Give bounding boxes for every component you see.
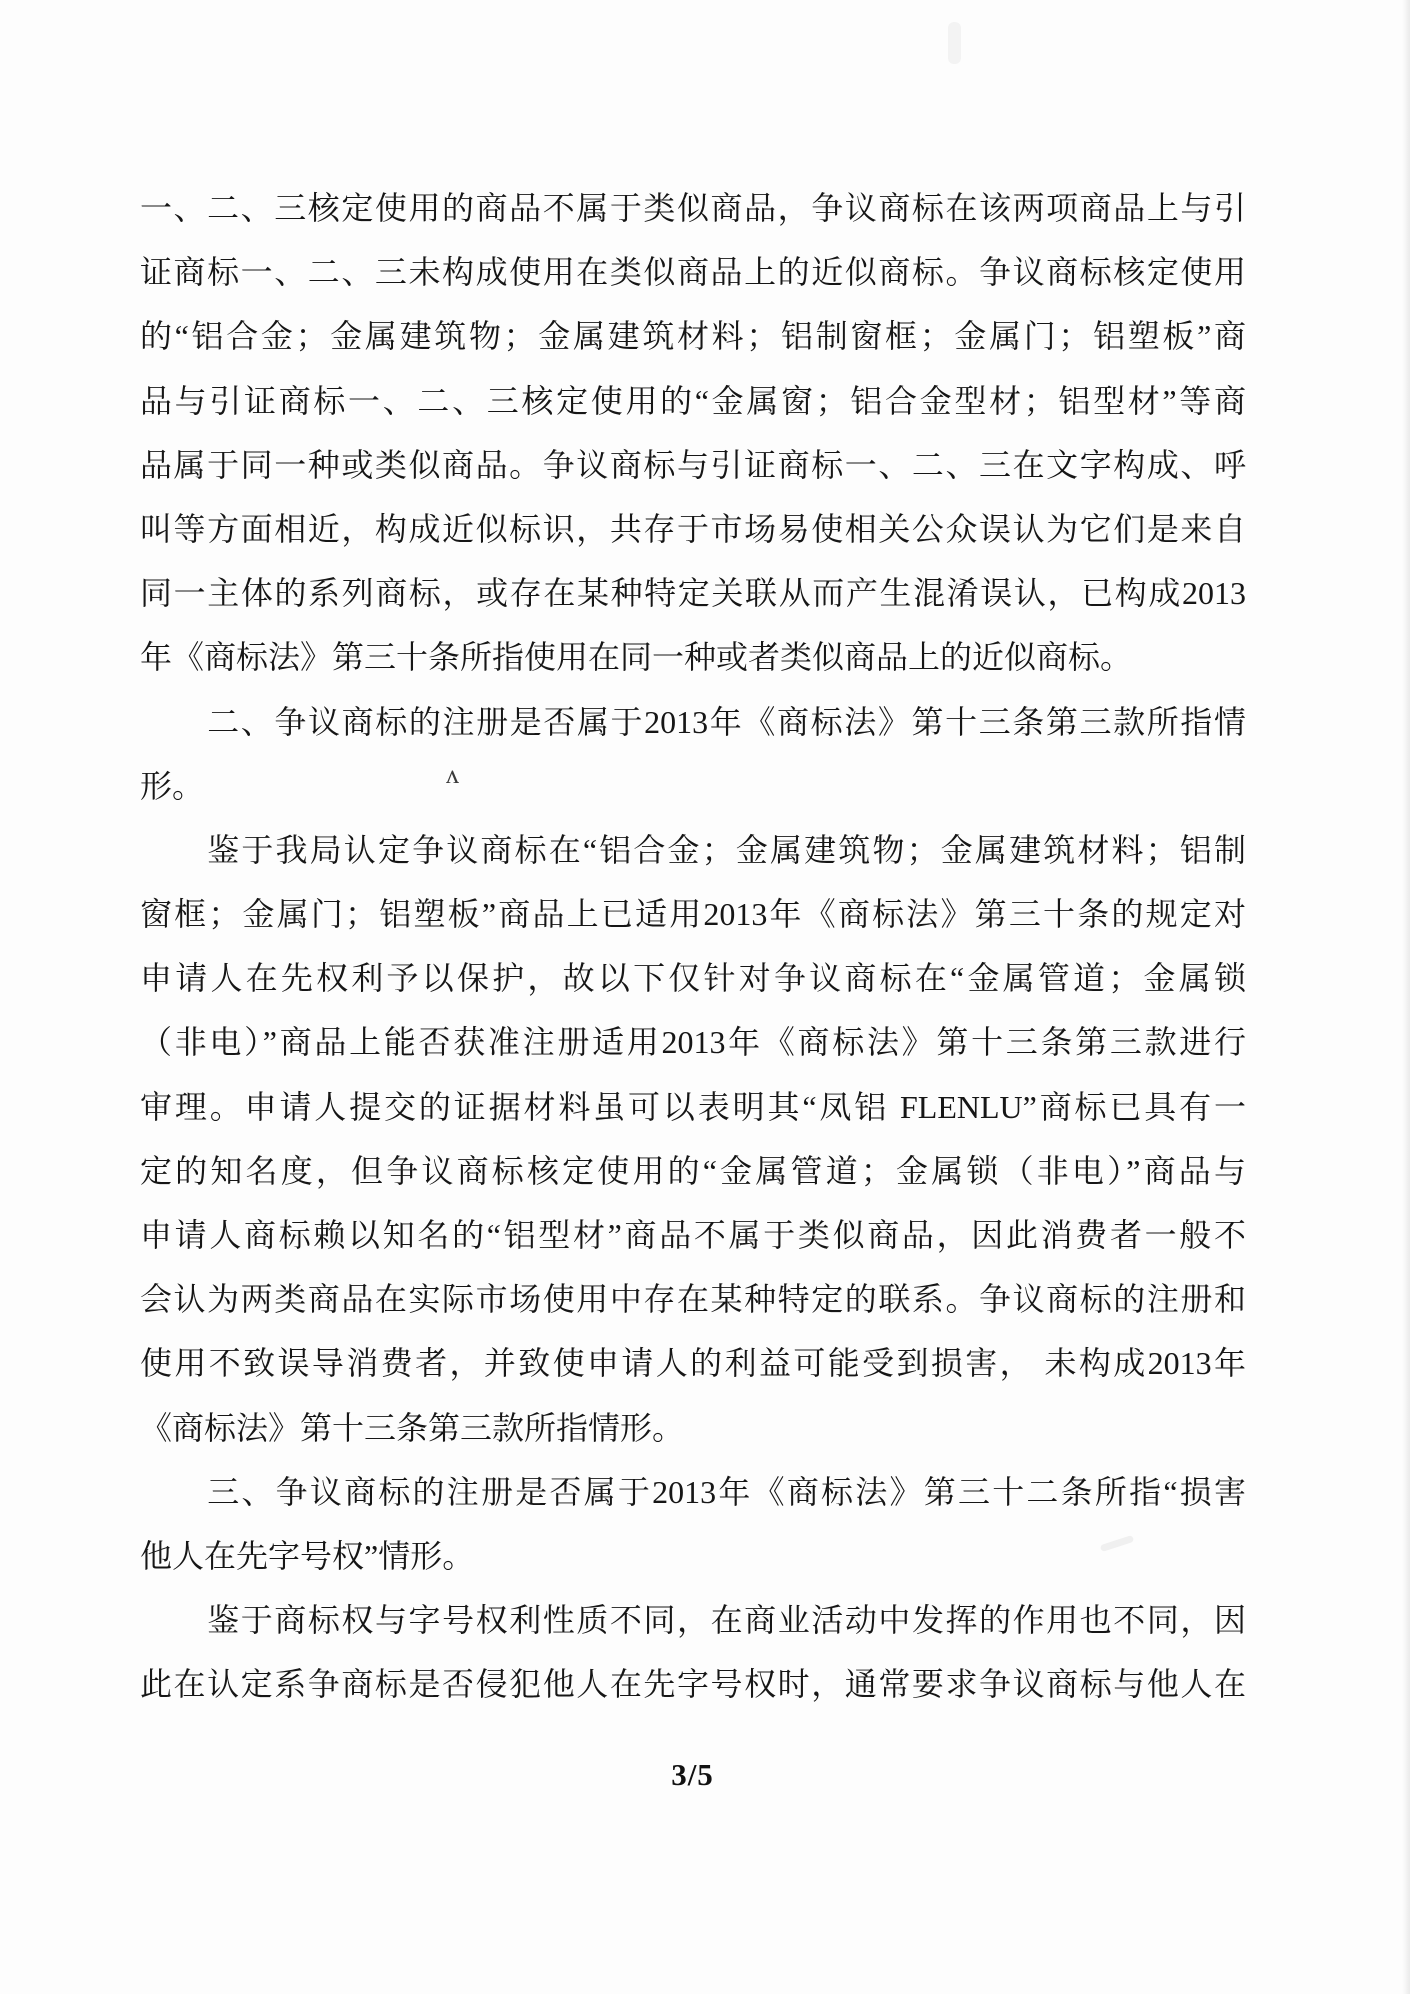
text-line: 申请人商标赖以知名的“铝型材”商品不属于类似商品，因此消费者一般不 <box>140 1217 1246 1253</box>
scan-edge-shadow <box>1402 0 1410 1994</box>
text-line: 年《商标法》第三十条所指使用在同一种或者类似商品上的近似商标。 <box>140 639 1133 676</box>
stray-pen-mark: ʌ <box>446 760 459 789</box>
text-line: 《商标法》第十三条第三款所指情形。 <box>140 1409 685 1446</box>
text-line: 会认为两类商品在实际市场使用中存在某种特定的联系。争议商标的注册和 <box>140 1281 1246 1318</box>
text-line: 叫等方面相近，构成近似标识，共存于市场易使相关公众误认为它们是来自 <box>140 510 1246 547</box>
text-line: 证商标一、二、三未构成使用在类似商品上的近似商标。争议商标核定使用 <box>140 254 1246 291</box>
text-line: 窗框；金属门；铝塑板”商品上已适用2013年《商标法》第三十条的规定对 <box>140 896 1246 933</box>
text-line: 三、争议商标的注册是否属于2013年《商标法》第三十二条所指“损害 <box>207 1473 1246 1510</box>
text-line: 鉴于商标权与字号权利性质不同，在商业活动中发挥的作用也不同，因 <box>207 1602 1246 1639</box>
text-line: 鉴于我局认定争议商标在“铝合金；金属建筑物；金属建筑材料；铝制 <box>207 831 1246 868</box>
text-line: 申请人在先权利予以保护，故以下仅针对争议商标在“金属管道；金属锁 <box>140 960 1246 997</box>
text-line: 一、二、三核定使用的商品不属于类似商品，争议商标在该两项商品上与引 <box>140 190 1246 226</box>
document-body-text <box>140 176 1246 1717</box>
text-line: 定的知名度，但争议商标核定使用的“金属管道；金属锁（非电）”商品与 <box>140 1152 1246 1189</box>
text-line: （非电）”商品上能否获准注册适用2013年《商标法》第十三条第三款进行 <box>140 1024 1246 1061</box>
text-line: 使用不致误导消费者，并致使申请人的利益可能受到损害， 未构成2013年 <box>140 1345 1246 1382</box>
text-line: 品与引证商标一、二、三核定使用的“金属窗；铝合金型材；铝型材”等商 <box>140 382 1246 419</box>
text-line: 品属于同一种或类似商品。争议商标与引证商标一、二、三在文字构成、呼 <box>140 446 1246 483</box>
text-line: 的“铝合金；金属建筑物；金属建筑材料；铝制窗框；金属门；铝塑板”商 <box>140 318 1246 355</box>
text-line: 此在认定系争商标是否侵犯他人在先字号权时，通常要求争议商标与他人在 <box>140 1666 1246 1703</box>
text-line: 二、争议商标的注册是否属于2013年《商标法》第十三条第三款所指情 <box>207 703 1246 740</box>
text-line: 形。 <box>140 767 205 804</box>
text-line: 审理。申请人提交的证据材料虽可以表明其“凤铝 FLENLU”商标已具有一 <box>140 1088 1246 1125</box>
text-line: 同一主体的系列商标，或存在某种特定关联从而产生混淆误认，已构成2013 <box>140 575 1246 612</box>
scan-artifact-blob <box>948 22 961 64</box>
text-line: 他人在先字号权”情形。 <box>140 1537 475 1574</box>
page-number: 3/5 <box>671 1757 714 1792</box>
